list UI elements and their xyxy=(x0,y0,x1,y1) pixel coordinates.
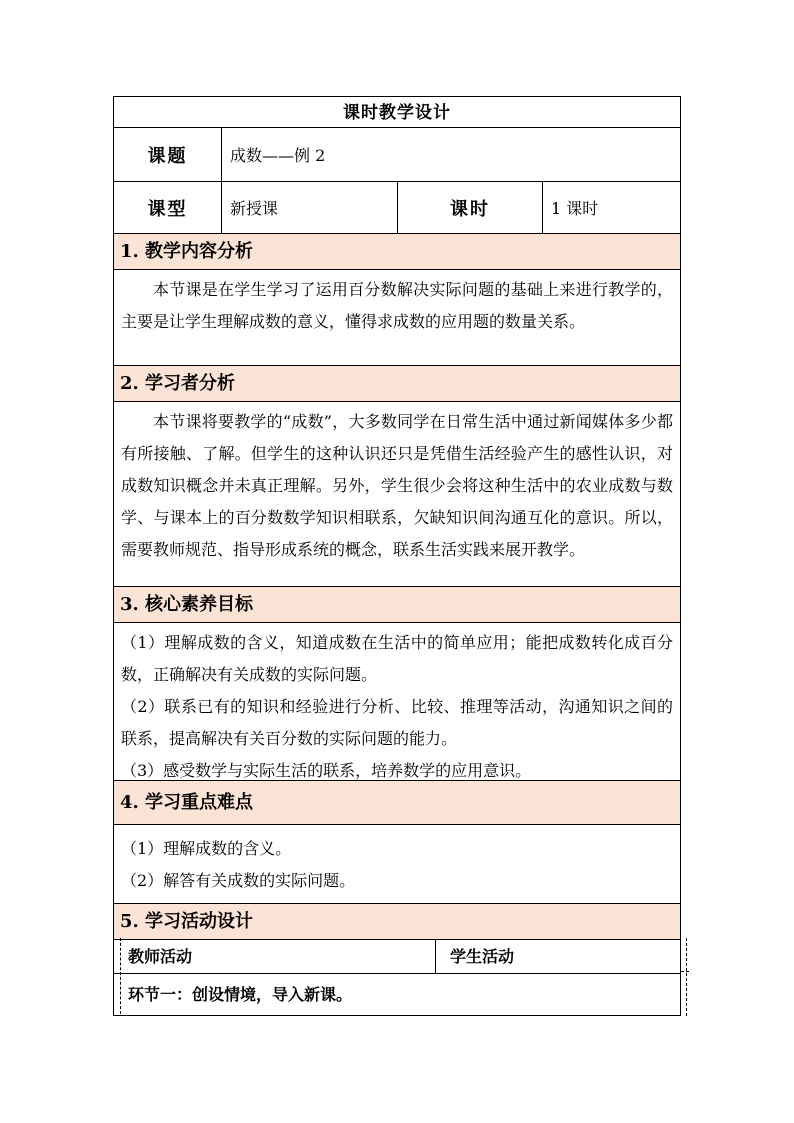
type-value: 新授课 xyxy=(222,182,398,233)
period-value: 1 课时 xyxy=(551,199,599,218)
teacher-activity-header: 教师活动 xyxy=(114,940,436,973)
topic-value: 成数——例 2 xyxy=(230,146,326,165)
section-heading: 3. 核心素养目标 xyxy=(113,587,681,623)
section-body xyxy=(113,402,681,587)
section-heading: 2. 学习者分析 xyxy=(113,366,681,402)
section-heading: 5. 学习活动设计 xyxy=(113,904,681,940)
type-label: 课型 xyxy=(114,182,222,233)
paragraph: （1）理解成数的含义。 xyxy=(121,839,292,858)
table-title: 课时教学设计 xyxy=(113,96,681,128)
paragraph: （2）解答有关成数的实际问题。 xyxy=(121,871,356,890)
paragraph: 本节课将要教学的“成数”，大多数同学在日常生活中通过新闻媒体多少都有所接触、了解。但学生的这种认识还只是凭借生活经验产生的感性认识，对成数知识概念并未真正理解。另外，学生很少会将这种生活中的农业成数与数学、与课本上的百分数数学知识相联系，欠缺知识间沟通互化的意识。所以，需要教师规范、指导形成系统的概念，联系生活实践来展开教学。 xyxy=(121,412,673,559)
paragraph: （2）联系已有的知识和经验进行分析、比较、推理等活动，沟通知识之间的联系，提高解决有关百分数的实际问题的能力。 xyxy=(121,697,673,748)
stage-one-label: 环节一：创设情境，导入新课。 xyxy=(128,985,353,1004)
section-body xyxy=(113,270,681,366)
type-row xyxy=(113,182,681,234)
section-heading: 1. 教学内容分析 xyxy=(113,234,681,270)
activity-stage-row xyxy=(113,974,681,1016)
period-label: 课时 xyxy=(398,182,543,233)
topic-label: 课题 xyxy=(114,128,222,181)
section-heading: 4. 学习重点难点 xyxy=(113,781,681,825)
paragraph: （1）理解成数的含义，知道成数在生活中的简单应用；能把成数转化成百分数，正确解决有关成数的实际问题。 xyxy=(121,633,673,684)
topic-row xyxy=(113,128,681,182)
dashed-border-line xyxy=(686,938,687,1016)
dashed-border-line xyxy=(681,971,689,972)
section-body xyxy=(113,825,681,904)
dashed-border-line xyxy=(120,938,121,1014)
student-activity-header: 学生活动 xyxy=(450,947,515,966)
section-body xyxy=(113,623,681,781)
paragraph: 本节课是在学生学习了运用百分数解决实际问题的基础上来进行教学的，主要是让学生理解成数的意义，懂得求成数的应用题的数量关系。 xyxy=(121,280,673,331)
paragraph: （3）感受数学与实际生活的联系，培养数学的应用意识。 xyxy=(121,761,532,780)
lesson-plan-table xyxy=(113,96,681,1016)
activity-header-row xyxy=(113,940,681,974)
